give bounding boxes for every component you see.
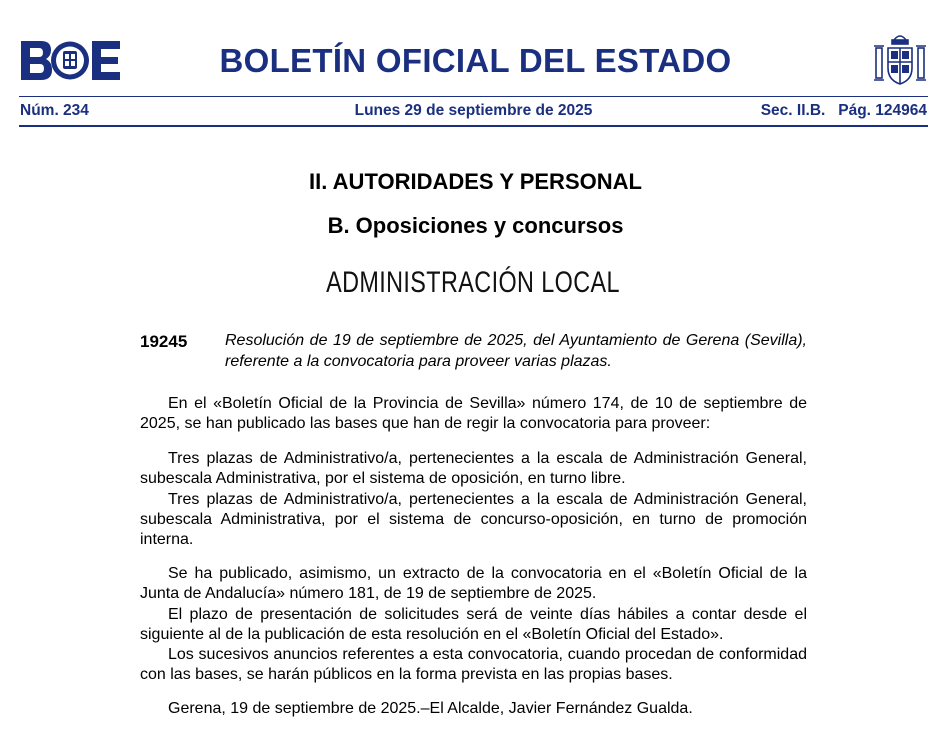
- plazas-block: [140, 449, 807, 550]
- plaza-paragraph: Tres plazas de Administrativo/a, pertenecientes a la escala de Administración General, subescala Administrativa, por el sistema de oposición, en turno libre.: [140, 450, 807, 488]
- signature-line: Gerena, 19 de septiembre de 2025.–El Alcalde, Javier Fernández Gualda.: [168, 700, 693, 717]
- issue-date: Lunes 29 de septiembre de 2025: [354, 102, 593, 119]
- subsection-heading: B. Oposiciones y concursos: [327, 213, 624, 238]
- boe-logo: [19, 39, 122, 82]
- details-block: [140, 564, 807, 686]
- detail-paragraph: El plazo de presentación de solicitudes será de veinte días hábiles a contar desde el siguiente al de la publicación de esta resolución en el «Boletín Oficial del Estado».: [140, 605, 807, 643]
- intro-paragraph: En el «Boletín Oficial de la Provincia de Sevilla» número 174, de 10 de septiembre de 2025, se han publicado las bases que han de regir la convocatoria para proveer:: [140, 395, 807, 433]
- coat-of-arms-icon: [872, 30, 928, 88]
- issue-number: Núm. 234: [20, 102, 89, 119]
- section-page: Sec. II.B. Pág. 124964: [760, 102, 927, 119]
- reference-number: 19245: [140, 332, 188, 351]
- detail-paragraph: Los sucesivos anuncios referentes a esta convocatoria, cuando procedan de conformidad con las bases, se harán públicos en la forma prevista en las propias bases.: [140, 646, 807, 684]
- header-top-rule: [19, 96, 928, 97]
- section-heading: II. AUTORIDADES Y PERSONAL: [309, 169, 642, 194]
- resolution-title: Resolución de 19 de septiembre de 2025, del Ayuntamiento de Gerena (Sevilla), referente a la convocatoria para proveer varias plazas.: [225, 332, 807, 370]
- gazette-title: BOLETÍN OFICIAL DEL ESTADO: [219, 42, 732, 79]
- signature-block: [140, 699, 807, 719]
- plaza-paragraph: Tres plazas de Administrativo/a, pertenecientes a la escala de Administración General, subescala Administrativa, por el sistema de concurso-oposición, en turno de promoción interna.: [140, 490, 807, 549]
- header-divider: [19, 125, 928, 127]
- authority-heading: ADMINISTRACIÓN LOCAL: [326, 266, 620, 299]
- intro-block: [140, 394, 807, 435]
- detail-paragraph: Se ha publicado, asimismo, un extracto de la convocatoria en el «Boletín Oficial de la Junta de Andalucía» número 181, de 19 de septiembre de 2025.: [140, 565, 807, 603]
